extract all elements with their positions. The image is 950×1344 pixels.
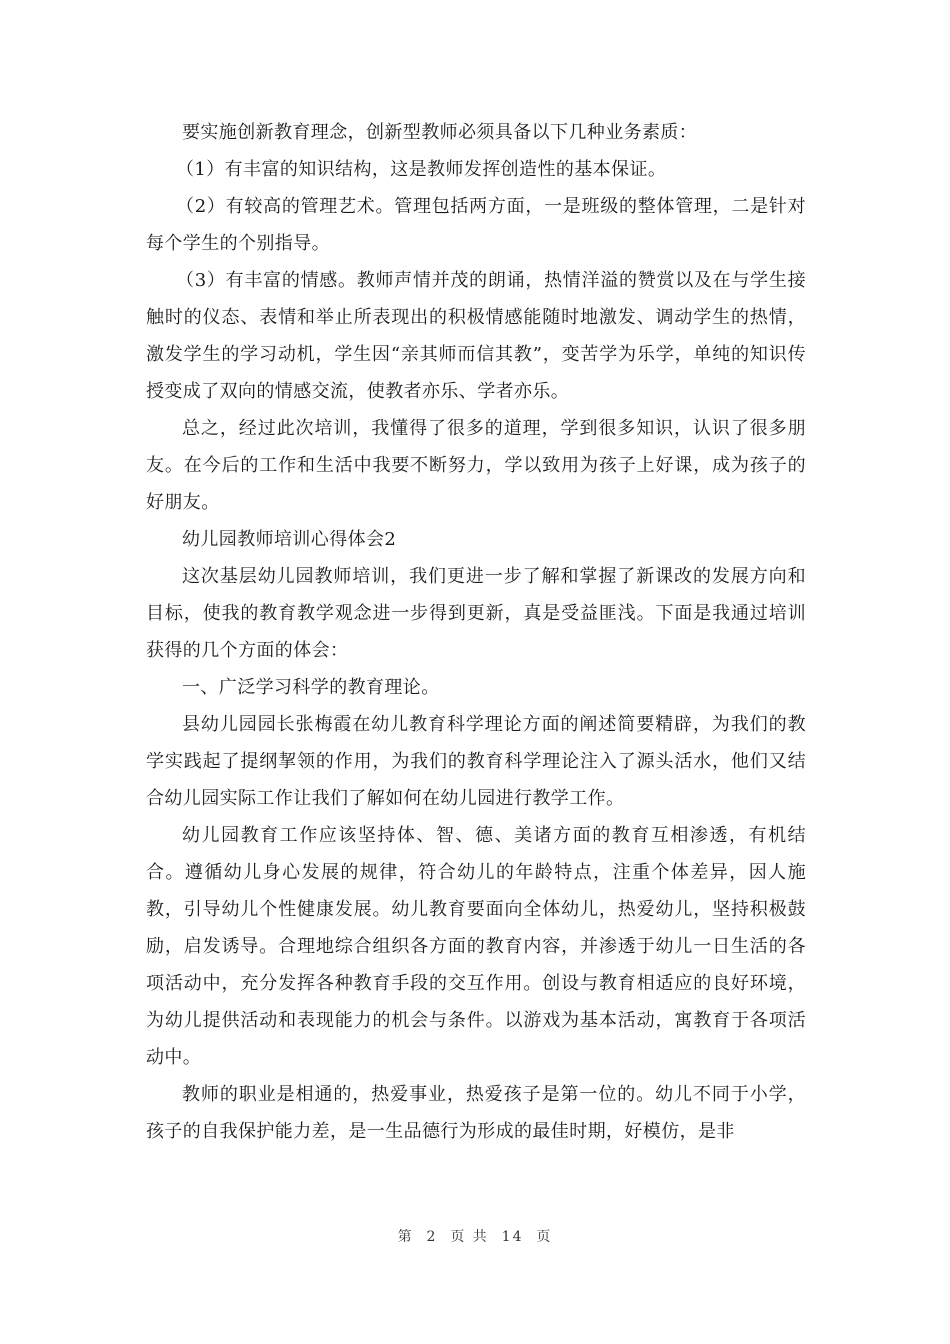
paragraph-director: 县幼儿园园长张梅霞在幼儿教育科学理论方面的阐述简要精辟，为我们的教学实践起了提纲挈领的作用，为我们的教育科学理论注入了源头活水，他们又结合幼儿园实际工作让我们了解如何在幼儿园进行教学工作。 [146, 714, 806, 809]
paragraph-intro: 要实施创新教育理念，创新型教师必须具备以下几种业务素质： [182, 122, 698, 143]
paragraph-item-2: （2）有较高的管理艺术。管理包括两方面，一是班级的整体管理，二是针对每个学生的个别指导。 [146, 196, 806, 254]
paragraph-education-work: 幼儿园教育工作应该坚持体、智、德、美诸方面的教育互相渗透，有机结合。遵循幼儿身心发展的规律，符合幼儿的年龄特点，注重个体差异，因人施教，引导幼儿个性健康发展。幼儿教育要面向全体幼儿，热爱幼儿，坚持积极鼓励，启发诱导。合理地综合组织各方面的教育内容，并渗透于幼儿一日生活的各项活动中，充分发挥各种教育手段的交互作用。创设与教育相适应的良好环境，为幼儿提供活动和表现能力的机会与条件。以游戏为基本活动，寓教育于各项活动中。 [146, 825, 806, 1068]
section-heading: 幼儿园教师培训心得体会2 [182, 529, 397, 550]
body-text [146, 114, 806, 1150]
page-footer: 第 2 页 共 14 页 [397, 1229, 553, 1245]
paragraph-item-3: （3）有丰富的情感。教师声情并茂的朗诵，热情洋溢的赞赏以及在与学生接触时的仪态、表情和举止所表现出的积极情感能随时地激发、调动学生的热情，激发学生的学习动机，学生因“亲其师而信其教”，变苦学为乐学，单纯的知识传授变成了双向的情感交流，使教者亦乐、学者亦乐。 [146, 270, 806, 402]
paragraph-teacher-profession: 教师的职业是相通的，热爱事业，热爱孩子是第一位的。幼儿不同于小学，孩子的自我保护能力差，是一生品德行为形成的最佳时期，好模仿，是非 [146, 1084, 806, 1142]
paragraph-conclusion: 总之，经过此次培训，我懂得了很多的道理，学到很多知识，认识了很多朋友。在今后的工作和生活中我要不断努力，学以致用为孩子上好课，成为孩子的好朋友。 [146, 418, 806, 513]
paragraph-item-1: （1）有丰富的知识结构，这是教师发挥创造性的基本保证。 [176, 159, 667, 180]
subheading-theory: 一、广泛学习科学的教育理论。 [182, 677, 440, 698]
paragraph-training-intro: 这次基层幼儿园教师培训，我们更进一步了解和掌握了新课改的发展方向和目标，使我的教育教学观念进一步得到更新，真是受益匪浅。下面是我通过培训获得的几个方面的体会： [146, 566, 806, 661]
